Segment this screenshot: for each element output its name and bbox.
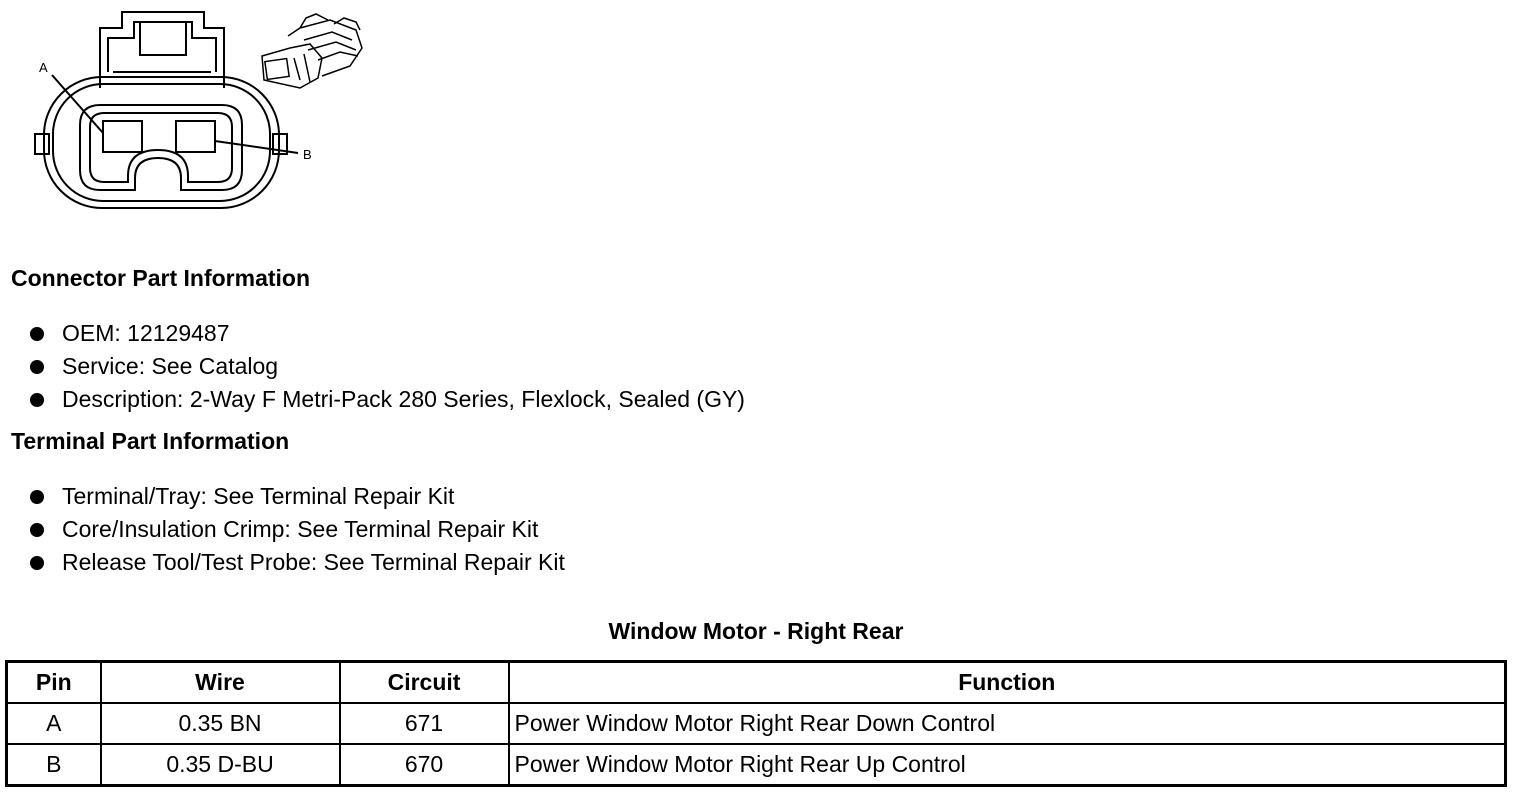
list-item [0, 513, 565, 546]
function-cell: Power Window Motor Right Rear Down Control [509, 703, 1506, 744]
terminal-part-heading: Terminal Part Information [11, 428, 290, 454]
pin-a-callout: A [39, 60, 48, 75]
connector-part-list [0, 317, 745, 416]
table-header-row [7, 662, 1506, 704]
wire-cell: 0.35 BN [101, 703, 340, 744]
list-item-text: Core/Insulation Crimp: See Terminal Repair Kit [62, 516, 539, 542]
list-item [0, 317, 745, 350]
connector-diagram [0, 0, 380, 225]
list-item-text: Release Tool/Test Probe: See Terminal Repair Kit [62, 549, 565, 575]
wire-cell: 0.35 D-BU [101, 744, 340, 786]
header-circuit: Circuit [340, 662, 509, 704]
list-item [0, 350, 745, 383]
table-row [7, 703, 1506, 744]
header-pin: Pin [7, 662, 101, 704]
list-item [0, 383, 745, 416]
pin-cell: A [7, 703, 101, 744]
list-item-text: Service: See Catalog [62, 353, 279, 379]
table-row [7, 744, 1506, 786]
pin-cell: B [7, 744, 101, 786]
table-title: Window Motor - Right Rear [608, 618, 904, 644]
circuit-cell: 670 [340, 744, 509, 786]
connector-part-heading: Connector Part Information [11, 265, 311, 291]
bullet-icon [30, 393, 44, 407]
circuit-cell: 671 [340, 703, 509, 744]
list-item [0, 546, 565, 579]
cavity-a [103, 121, 142, 152]
bullet-icon [30, 360, 44, 374]
pin-table [5, 660, 1507, 787]
bullet-icon [30, 327, 44, 341]
list-item [0, 480, 565, 513]
connector-inset-view [262, 14, 362, 88]
header-function: Function [509, 662, 1506, 704]
header-wire: Wire [101, 662, 340, 704]
list-item-text: Terminal/Tray: See Terminal Repair Kit [62, 483, 455, 509]
function-cell: Power Window Motor Right Rear Up Control [509, 744, 1506, 786]
bullet-icon [30, 490, 44, 504]
list-item-text: OEM: 12129487 [62, 320, 230, 346]
cavity-b [176, 121, 215, 152]
bullet-icon [30, 523, 44, 537]
pin-b-callout: B [303, 147, 312, 162]
terminal-part-list [0, 480, 565, 579]
bullet-icon [30, 556, 44, 570]
list-item-text: Description: 2-Way F Metri-Pack 280 Series, Flexlock, Sealed (GY) [62, 386, 745, 412]
